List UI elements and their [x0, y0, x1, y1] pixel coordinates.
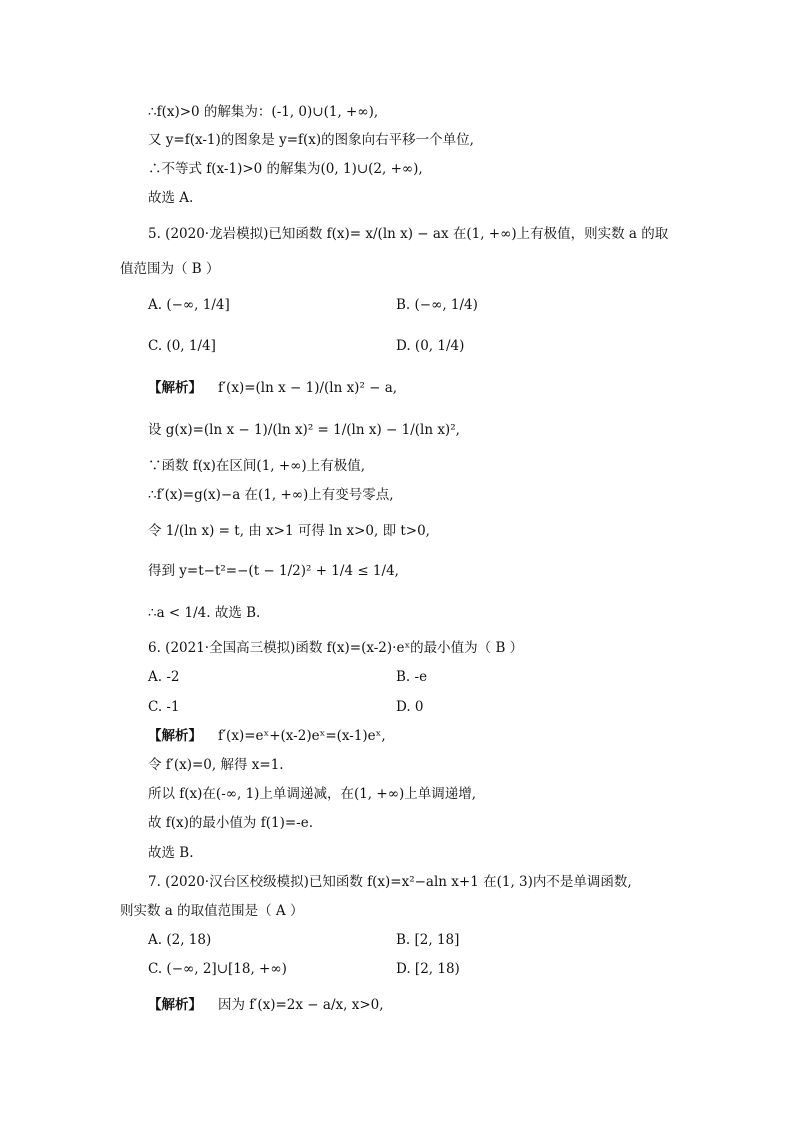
text-line: 所以 f(x)在(-∞, 1)上单调递减，在(1, +∞)上单调递增, — [148, 786, 477, 802]
text-line: 令 1/(ln x) = t, 由 x>1 可得 ln x>0, 即 t>0, — [148, 523, 430, 539]
analysis-label: 【解析】 — [148, 997, 202, 1013]
text-line: ∴a < 1/4. 故选 B. — [148, 605, 261, 621]
option-c: C. -1 — [148, 699, 180, 715]
option-d: D. [2, 18) — [396, 961, 460, 977]
text-line: 因为 f′(x)=2x − a/x, x>0, — [218, 997, 384, 1013]
option-d: D. 0 — [396, 699, 424, 715]
option-b: B. (−∞, 1/4) — [396, 297, 478, 313]
text-line: 故选 A. — [148, 190, 194, 206]
question-6-stem: 6. (2021·全国高三模拟)函数 f(x)=(x-2)·eˣ的最小值为（ B ） — [148, 640, 524, 656]
question-7-stem-cont: 则实数 a 的取值范围是（ A ） — [120, 903, 304, 919]
text-line: 故选 B. — [148, 845, 194, 861]
analysis-label: 【解析】 — [148, 728, 202, 744]
option-a: A. -2 — [148, 669, 180, 685]
text-line: 又 y=f(x-1)的图象是 y=f(x)的图象向右平移一个单位, — [148, 132, 474, 148]
option-a: A. (−∞, 1/4] — [148, 297, 230, 313]
option-b: B. [2, 18] — [396, 932, 460, 948]
option-d: D. (0, 1/4) — [396, 338, 465, 354]
text-line: 故 f(x)的最小值为 f(1)=-e. — [148, 815, 313, 831]
text-line: f′(x)=(ln x − 1)/(ln x)² − a, — [218, 380, 398, 396]
text-line: ∴f′(x)=g(x)−a 在(1, +∞)上有变号零点, — [148, 487, 394, 503]
text-line: ∴不等式 f(x-1)>0 的解集为(0, 1)∪(2, +∞), — [148, 161, 423, 177]
option-b: B. -e — [396, 669, 428, 685]
question-7-stem: 7. (2020·汉台区校级模拟)已知函数 f(x)=x²−aln x+1 在(1, 3)内不是单调函数, — [148, 874, 632, 890]
text-line: f′(x)=eˣ+(x-2)eˣ=(x-1)eˣ, — [218, 728, 386, 744]
option-a: A. (2, 18) — [148, 932, 212, 948]
option-c: C. (−∞, 2]∪[18, +∞) — [148, 961, 287, 977]
question-5-stem: 5. (2020·龙岩模拟)已知函数 f(x)= x/(ln x) − ax 在(1, +∞)上有极值，则实数 a 的取 — [148, 226, 669, 242]
text-line: ∴f(x)>0 的解集为：(-1, 0)∪(1, +∞), — [148, 104, 379, 120]
text-line: ∵函数 f(x)在区间(1, +∞)上有极值, — [148, 458, 365, 474]
question-5-stem-cont: 值范围为（ B ） — [120, 261, 220, 277]
text-line: 令 f′(x)=0, 解得 x=1. — [148, 757, 284, 773]
text-line: 得到 y=t−t²=−(t − 1/2)² + 1/4 ≤ 1/4, — [148, 563, 399, 579]
text-line: 设 g(x)=(ln x − 1)/(ln x)² = 1/(ln x) − 1/(ln x)², — [148, 422, 460, 438]
option-c: C. (0, 1/4] — [148, 338, 216, 354]
analysis-label: 【解析】 — [148, 380, 202, 396]
